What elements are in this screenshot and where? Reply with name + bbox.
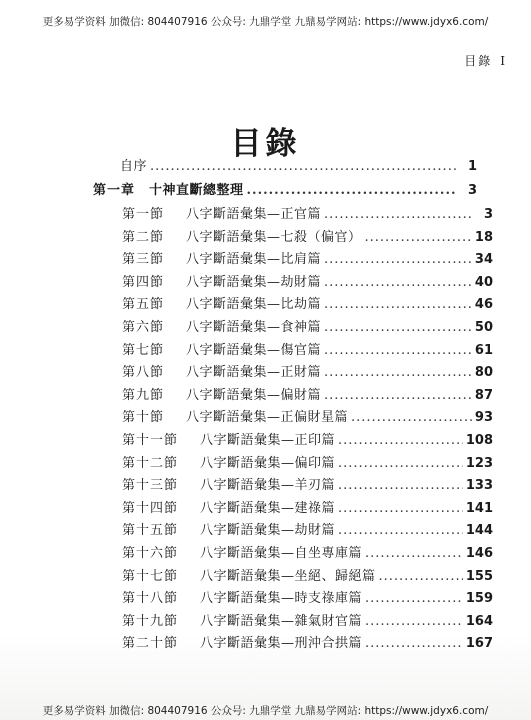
toc-section-title: 八字斷語彙集—食神篇 — [186, 320, 322, 335]
toc-section-number: 第七節 — [122, 342, 165, 358]
toc-section-title: 八字斷語彙集—偏印篇 — [200, 455, 336, 471]
toc-entry-section — [122, 407, 493, 429]
toc-section-number: 第十四節 — [122, 500, 179, 516]
toc-entry-section — [122, 520, 493, 542]
toc-section-number: 第六節 — [122, 320, 165, 335]
toc-entry-page: 164 — [465, 613, 493, 629]
toc-entry-page: 108 — [465, 433, 493, 448]
toc-entry-page: 133 — [465, 478, 493, 494]
toc-entry-page: 40 — [474, 274, 493, 290]
toc-section-title: 八字斷語彙集—自坐專庫篇 — [200, 546, 363, 561]
toc-entry-section — [122, 362, 493, 384]
toc-entry-section — [122, 566, 493, 588]
toc-entry-page: 80 — [474, 365, 493, 381]
toc-entry-section — [122, 611, 493, 633]
toc-section-number: 第十三節 — [122, 478, 179, 494]
toc-section-number: 第二節 — [122, 229, 165, 245]
toc-entry-section — [122, 204, 493, 226]
dot-leader — [324, 340, 472, 362]
toc-entry-preface — [120, 156, 477, 178]
toc-section-title: 八字斷語彙集—刑沖合拱篇 — [200, 636, 363, 652]
toc-section-title: 八字斷語彙集—劫財篇 — [186, 274, 322, 290]
toc-entry-section — [122, 340, 493, 362]
dot-leader — [351, 407, 472, 429]
toc-section-number: 第四節 — [122, 274, 165, 290]
dot-leader — [247, 180, 456, 202]
dot-leader — [365, 543, 463, 565]
toc-section-number: 第九節 — [122, 387, 165, 403]
toc-entry-section — [122, 385, 493, 407]
toc-section-number: 第十五節 — [122, 523, 179, 539]
bottom-banner: 更多易学资料 加微信: 804407916 公众号: 九鼎学堂 九鼎易学网站: https://www.jdyx6.com/ — [42, 705, 489, 717]
dot-leader — [324, 362, 472, 384]
toc-section-number: 第三節 — [122, 252, 165, 268]
toc-section-title: 八字斷語彙集—雜氣財官篇 — [200, 613, 363, 629]
running-head-page-number: I — [500, 54, 505, 68]
toc-section-number: 第十一節 — [122, 433, 179, 448]
dot-leader — [324, 294, 472, 316]
toc-section-title: 八字斷語彙集—正印篇 — [200, 433, 336, 448]
toc-entry-section — [122, 317, 493, 339]
toc-section-title: 八字斷語彙集—坐絕、歸絕篇 — [200, 568, 376, 584]
page-title: 目錄 — [230, 126, 301, 162]
toc-section-number: 第十六節 — [122, 546, 179, 561]
toc-section-title: 八字斷語彙集—時支祿庫篇 — [200, 591, 363, 607]
toc-entry-section — [122, 227, 493, 249]
toc-section-title: 八字斷語彙集—偏財篇 — [186, 387, 322, 403]
dot-leader — [365, 227, 472, 249]
toc-section-number: 第五節 — [122, 297, 165, 313]
toc-section-title: 八字斷語彙集—羊刃篇 — [200, 478, 336, 494]
dot-leader — [324, 385, 472, 407]
toc-section-number: 第二十節 — [122, 636, 179, 652]
toc-entry-title: 自序 — [120, 159, 148, 174]
toc-entry-page: 123 — [465, 455, 493, 471]
toc-entry-page: 34 — [474, 252, 493, 268]
toc-entry-section — [122, 543, 493, 565]
dot-leader — [338, 475, 463, 497]
toc-entry-section — [122, 633, 493, 655]
toc-entry-page: 146 — [465, 546, 493, 561]
top-banner: 更多易学资料 加微信: 804407916 公众号: 九鼎学堂 九鼎易学网站: https://www.jdyx6.com/ — [42, 16, 489, 28]
dot-leader — [338, 430, 463, 452]
dot-leader — [150, 156, 456, 178]
dot-leader — [338, 520, 463, 542]
toc-section-number: 第一節 — [122, 207, 165, 222]
dot-leader — [365, 588, 463, 610]
toc-entry-page: 93 — [474, 410, 493, 426]
toc-entry-section — [122, 272, 493, 294]
dot-leader — [338, 498, 463, 520]
toc-section-title: 八字斷語彙集—正偏財星篇 — [186, 410, 349, 426]
toc-section-title: 八字斷語彙集—正官篇 — [186, 207, 322, 222]
toc-entry-page: 141 — [465, 500, 493, 516]
toc-section-number: 第十九節 — [122, 613, 179, 629]
toc-chapter-number: 第一章 — [93, 183, 136, 198]
dot-leader — [379, 566, 463, 588]
toc-entry-page: 1 — [467, 159, 477, 174]
toc-entry-page: 50 — [474, 320, 493, 335]
toc-section-number: 第十七節 — [122, 568, 179, 584]
toc-entry-page: 61 — [474, 342, 493, 358]
toc-entry-page: 155 — [465, 568, 493, 584]
toc-section-title: 八字斷語彙集—劫財篇 — [200, 523, 336, 539]
toc-section-title: 八字斷語彙集—比劫篇 — [186, 297, 322, 313]
toc-entry-page: 159 — [465, 591, 493, 607]
running-head — [464, 52, 505, 69]
toc-entry-section — [122, 249, 493, 271]
toc-section-number: 第十八節 — [122, 591, 179, 607]
toc-section-title: 八字斷語彙集—比肩篇 — [186, 252, 322, 268]
dot-leader — [365, 633, 463, 655]
toc-entry-section — [122, 475, 493, 497]
toc-section-title: 八字斷語彙集—建祿篇 — [200, 500, 336, 516]
running-head-label: 目錄 — [464, 54, 493, 68]
dot-leader — [324, 249, 472, 271]
dot-leader — [338, 453, 463, 475]
dot-leader — [324, 204, 472, 226]
toc-section-number: 第八節 — [122, 365, 165, 381]
toc-entry-page: 3 — [483, 207, 493, 222]
toc-entry-page: 87 — [474, 387, 493, 403]
dot-leader — [324, 317, 472, 339]
toc-entry-page: 144 — [465, 523, 493, 539]
toc-entry-section — [122, 430, 493, 452]
toc-entry-section — [122, 498, 493, 520]
toc-entry-section — [122, 453, 493, 475]
dot-leader — [324, 272, 472, 294]
dot-leader — [365, 611, 463, 633]
toc-section-number: 第十節 — [122, 410, 165, 426]
toc-entry-page: 3 — [467, 183, 477, 198]
toc-entry-section — [122, 588, 493, 610]
toc-section-title: 八字斷語彙集—七殺（偏官） — [186, 229, 362, 245]
toc-entry-page: 18 — [474, 229, 493, 245]
toc-chapter-title: 十神直斷總整理 — [149, 183, 244, 198]
toc-entry-page: 46 — [474, 297, 493, 313]
toc-section-title: 八字斷語彙集—傷官篇 — [186, 342, 322, 358]
toc-section-title: 八字斷語彙集—正財篇 — [186, 365, 322, 381]
toc-entry-chapter — [93, 180, 477, 202]
toc-entry-section — [122, 294, 493, 316]
toc-entry-page: 167 — [465, 636, 493, 652]
toc-section-number: 第十二節 — [122, 455, 179, 471]
